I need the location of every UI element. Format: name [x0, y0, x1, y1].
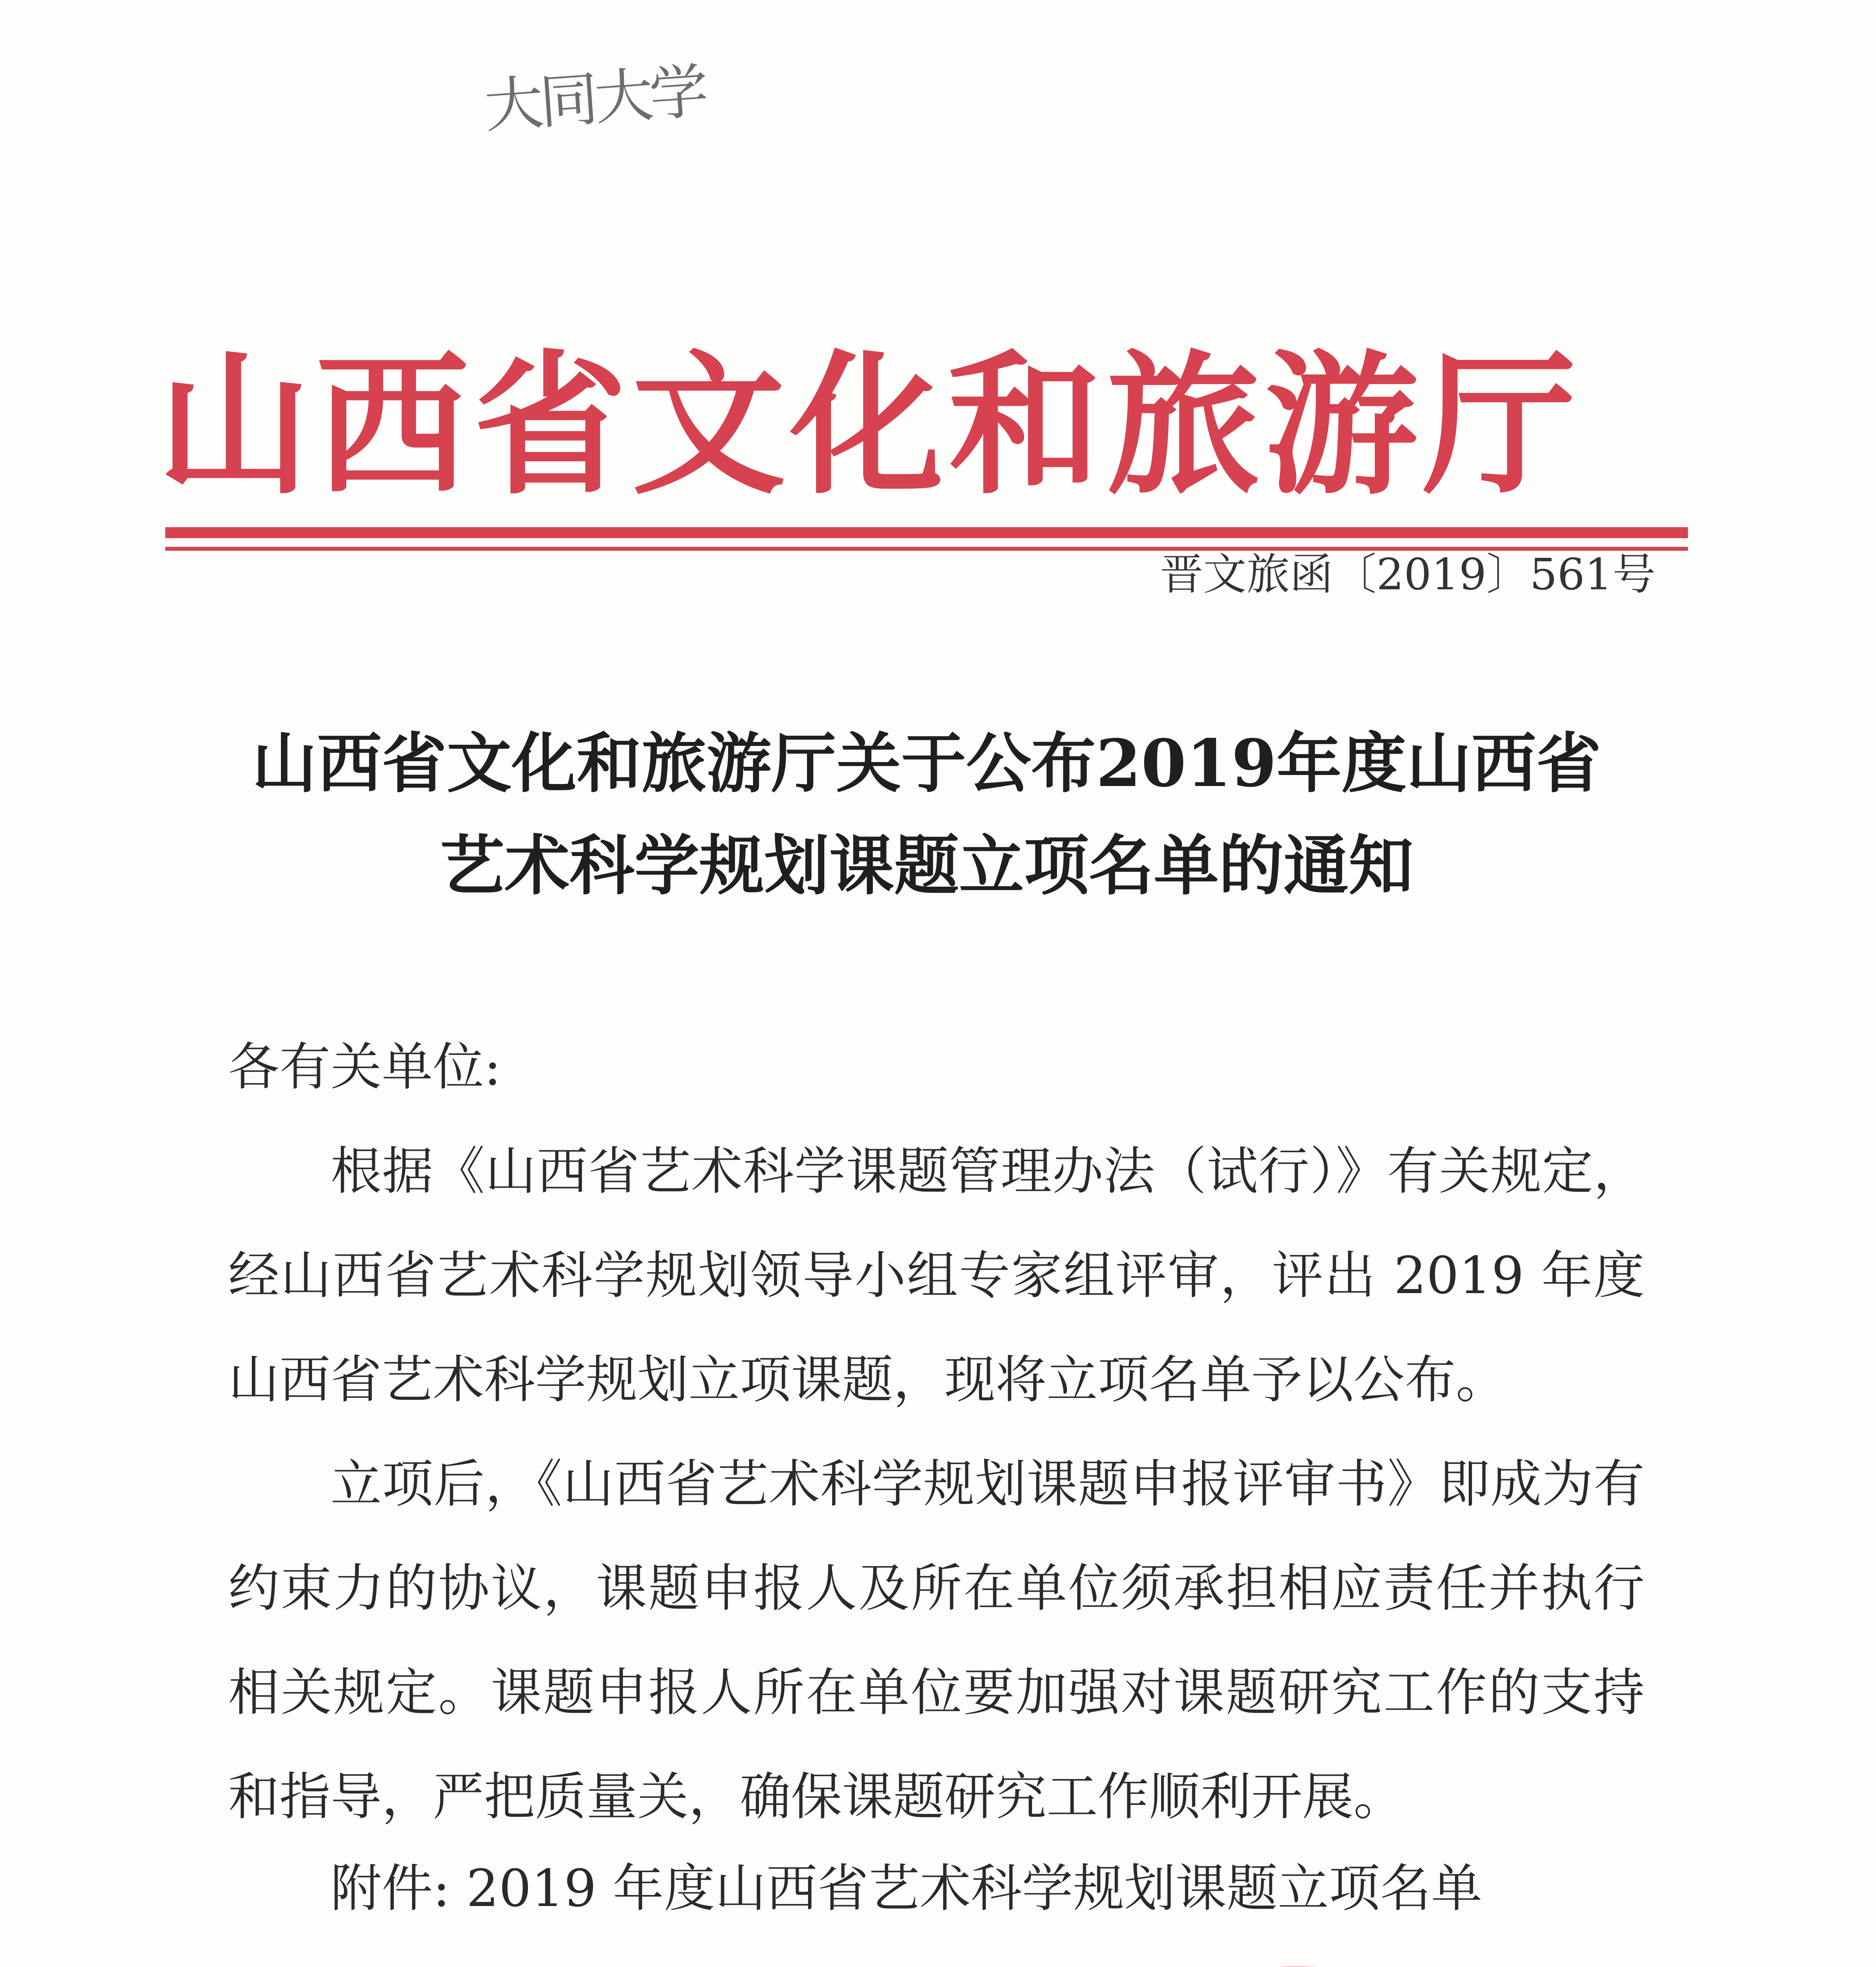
header-rule-thick — [165, 527, 1688, 538]
salutation: 各有关单位: — [228, 1037, 501, 1097]
title-line-1: 山西省文化和旅游厅关于公布2019年度山西省 — [252, 725, 1601, 801]
document-title — [165, 712, 1688, 917]
paragraph-1: 根据《山西省艺术科学课题管理办法（试行）》有关规定，经山西省艺术科学规划领导小组专家组评审，评出 2019 年度山西省艺术科学规划立项课题，现将立项名单予以公布。 — [228, 1141, 1645, 1410]
title-line-2: 艺术科学规划课题立项名单的通知 — [439, 827, 1414, 904]
paragraph-2: 立项后，《山西省艺术科学规划课题申报评审书》即成为有约束力的协议，课题申报人及所在单位须承担相应责任并执行相关规定。课题申报人所在单位要加强对课题研究工作的支持和指导，严把质量关，确保课题研究工作顺利开展。 — [228, 1454, 1645, 1827]
handwritten-note: 大同大学 — [482, 57, 707, 141]
attachment-line: 附件: 2019 年度山西省艺术科学规划课题立项名单 — [331, 1858, 1483, 1918]
document-number: 晋文旅函〔2019〕561号 — [1160, 549, 1656, 600]
official-seal-icon — [1094, 1959, 1499, 1967]
document-body — [228, 1015, 1645, 1849]
issuer-header: 山西省文化和旅游厅 — [157, 335, 1581, 515]
